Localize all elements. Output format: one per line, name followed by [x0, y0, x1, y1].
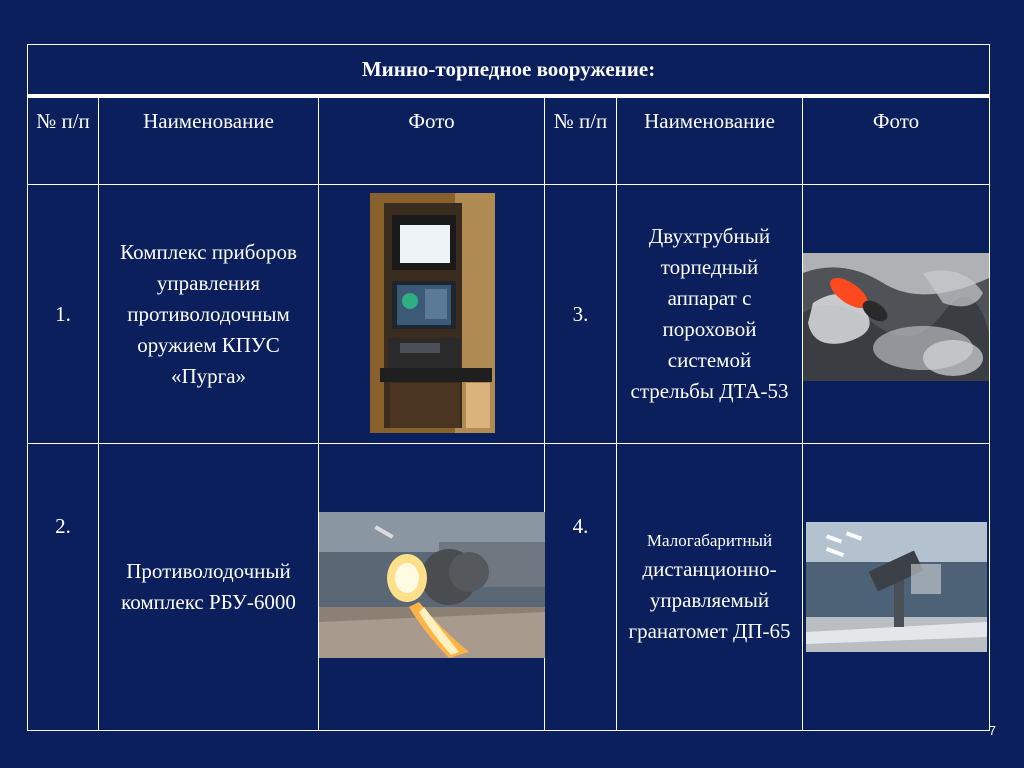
- header-num: № п/п: [28, 96, 99, 185]
- table-row: [28, 444, 990, 731]
- table-title: Минно-торпедное вооружение:: [28, 45, 990, 97]
- page-number: 7: [988, 723, 996, 738]
- header-num-2: № п/п: [545, 96, 617, 185]
- header-photo: Фото: [319, 96, 545, 185]
- item-photo-2: [803, 185, 990, 444]
- item-name-2: Двухтрубный торпедный аппарат с пороховой системой стрельбы ДТА-53: [617, 185, 803, 444]
- row-number: 1.: [28, 185, 99, 444]
- item-photo: [319, 444, 545, 731]
- torpedo-launch-photo: [803, 253, 989, 381]
- rocket-launcher-photo: [319, 512, 545, 658]
- row-number-2: 3.: [545, 185, 617, 444]
- item-name: Комплекс приборов управления противолодочным оружием КПУС «Пурга»: [99, 185, 319, 444]
- table-row: [28, 185, 990, 444]
- item-photo: [319, 185, 545, 444]
- header-photo-2: Фото: [803, 96, 990, 185]
- row-number-2: 4.: [545, 444, 617, 731]
- item-name: Противолодочный комплекс РБУ-6000: [99, 444, 319, 731]
- header-name: Наименование: [99, 96, 319, 185]
- item-photo-2: [803, 444, 990, 731]
- grenade-launcher-photo: [806, 522, 987, 652]
- header-name-2: Наименование: [617, 96, 803, 185]
- item-name-2-prefix: Малогабаритный: [646, 530, 773, 550]
- item-name-2: [617, 444, 803, 731]
- row-number: 2.: [28, 444, 99, 731]
- item-name-2-rest: дистанционно-управляемый гранатомет ДП-65: [628, 556, 791, 643]
- control-console-photo: [370, 193, 495, 433]
- armament-table: [27, 44, 990, 731]
